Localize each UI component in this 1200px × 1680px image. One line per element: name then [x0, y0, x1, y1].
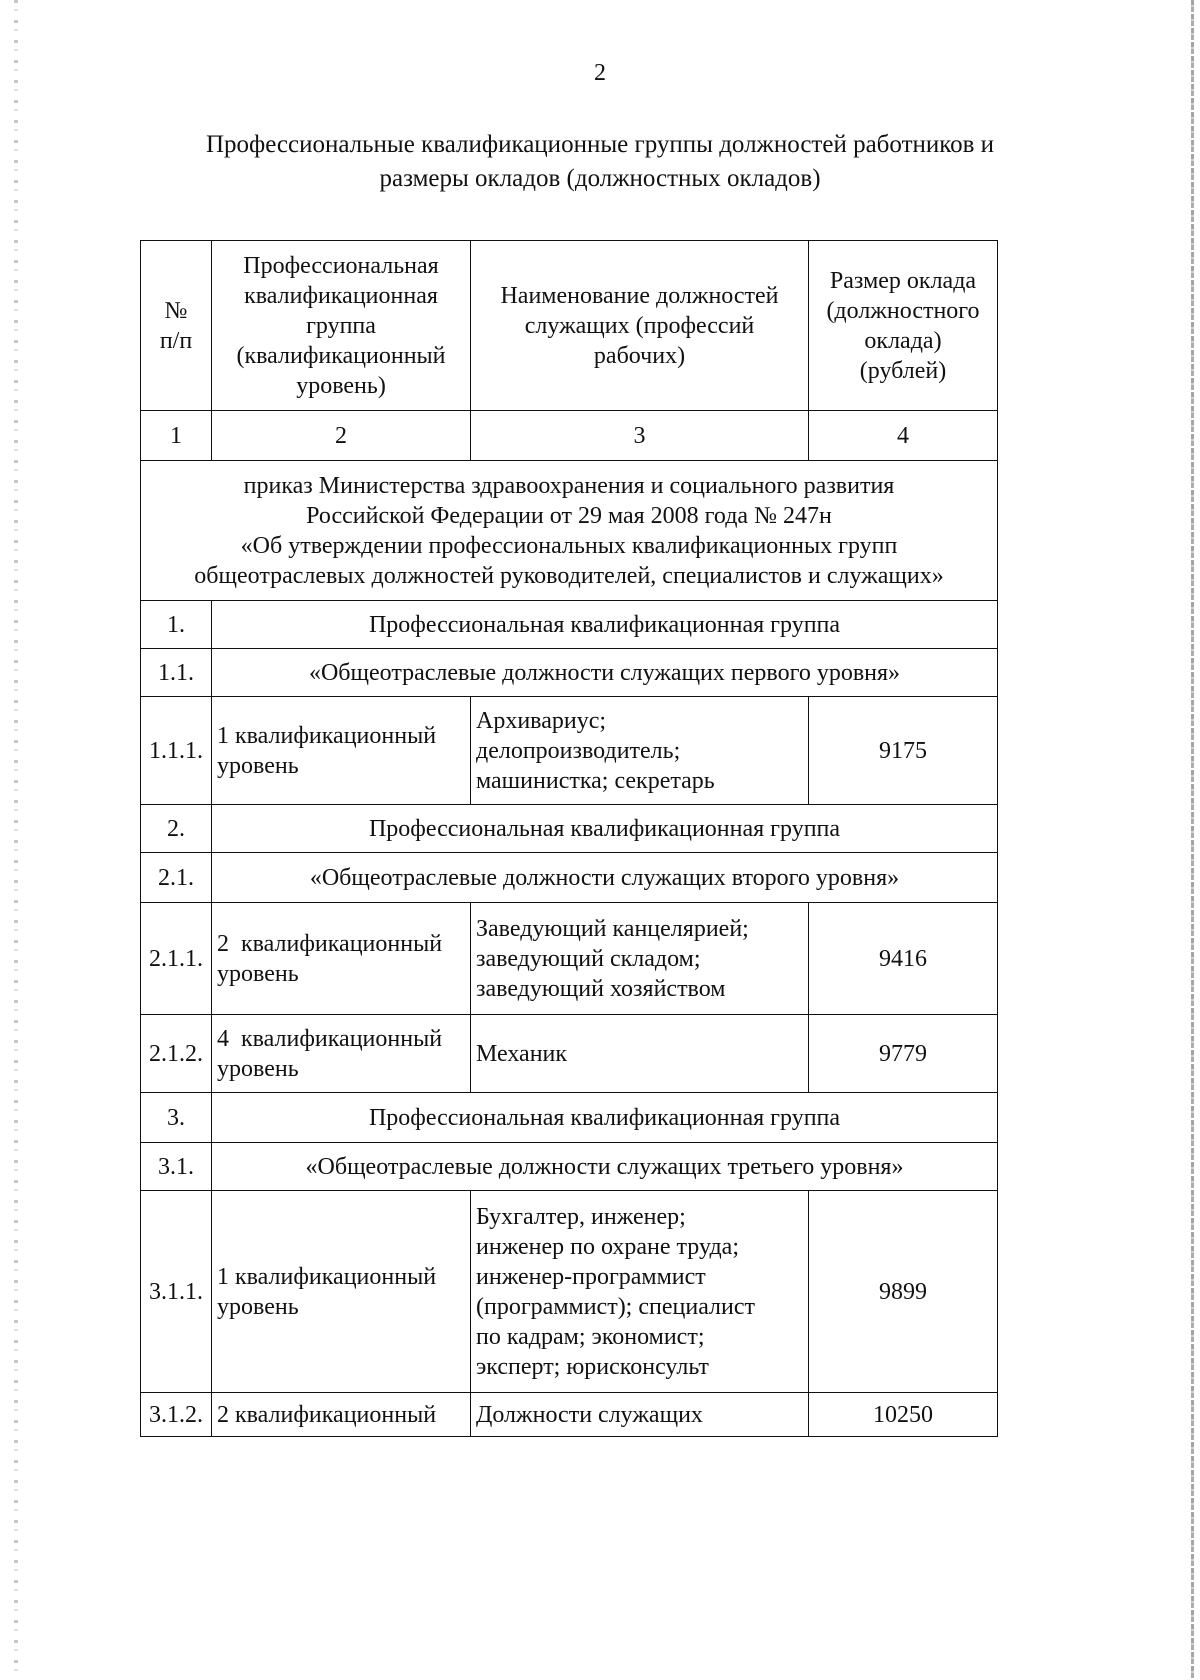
header-salary	[809, 241, 998, 411]
header-group-line: уровень)	[296, 372, 386, 399]
level-line-2: уровень	[217, 1293, 299, 1320]
job-line: делопроизводитель;	[476, 737, 681, 764]
page-number: 2	[594, 60, 606, 86]
job-titles	[471, 1393, 809, 1437]
salary-value: 9779	[809, 1015, 998, 1093]
job-line: инженер-программист	[476, 1263, 706, 1290]
row-number: 1.1.1.	[141, 697, 212, 805]
level-word: квалификационный	[241, 930, 443, 957]
group-row	[141, 805, 998, 853]
header-num	[141, 241, 212, 411]
level-word: квалификационный	[235, 1263, 437, 1290]
table-row	[141, 697, 998, 805]
job-line: Заведующий канцелярией;	[476, 915, 749, 942]
table-row	[141, 903, 998, 1015]
column-number: 1	[141, 411, 212, 461]
salary-value: 9175	[809, 697, 998, 805]
row-number: 2.1.1.	[141, 903, 212, 1015]
order-line: общеотраслевых должностей руководителей, специалистов и служащих»	[194, 562, 944, 589]
level-line-2: уровень	[217, 752, 299, 779]
header-salary-line: (должностного	[826, 297, 980, 324]
job-line: эксперт; юрисконсульт	[476, 1353, 709, 1380]
salary-table	[140, 240, 998, 1437]
job-line: Архивариус;	[476, 707, 607, 734]
job-titles	[471, 1015, 809, 1093]
qualification-level	[212, 903, 471, 1015]
job-line: по кадрам; экономист;	[476, 1323, 705, 1350]
table-row	[141, 1015, 998, 1093]
table-row	[141, 1191, 998, 1393]
table-row	[141, 1393, 998, 1437]
level-word: квалификационный	[235, 1401, 437, 1428]
order-line: Российской Федерации от 29 мая 2008 года № 247н	[306, 502, 832, 529]
subgroup-name: «Общеотраслевые должности служащих второго уровня»	[212, 853, 998, 903]
header-salary-line: оклада)	[864, 327, 942, 354]
job-line: заведующий складом;	[476, 945, 701, 972]
subgroup-number: 2.1.	[141, 853, 212, 903]
row-number: 3.1.2.	[141, 1393, 212, 1437]
subgroup-name: «Общеотраслевые должности служащих первого уровня»	[212, 649, 998, 697]
job-line: заведующий хозяйством	[476, 975, 726, 1002]
order-line: приказ Министерства здравоохранения и социального развития	[243, 472, 895, 499]
table-header-row	[141, 241, 998, 411]
job-titles	[471, 903, 809, 1015]
group-name: Профессиональная квалификационная группа	[212, 1093, 998, 1143]
level-number: 1	[217, 1263, 229, 1290]
group-name: Профессиональная квалификационная группа	[212, 805, 998, 853]
document-title-line-2: размеры окладов (должностных окладов)	[379, 165, 821, 192]
level-line-2: уровень	[217, 1055, 299, 1082]
order-reference	[141, 461, 998, 601]
group-number: 1.	[141, 601, 212, 649]
subgroup-number: 1.1.	[141, 649, 212, 697]
header-num-line: п/п	[159, 327, 193, 354]
salary-value: 9416	[809, 903, 998, 1015]
group-number: 2.	[141, 805, 212, 853]
row-number: 2.1.2.	[141, 1015, 212, 1093]
group-row	[141, 601, 998, 649]
order-line: «Об утверждении профессиональных квалификационных групп	[240, 532, 898, 559]
scan-edge-right	[1191, 0, 1194, 1680]
level-line-2: уровень	[217, 960, 299, 987]
qualification-level	[212, 1191, 471, 1393]
row-number: 3.1.1.	[141, 1191, 212, 1393]
header-jobs-line: рабочих)	[593, 342, 686, 369]
header-jobs-line: Наименование должностей	[500, 282, 779, 309]
subgroup-row	[141, 853, 998, 903]
job-line: Механик	[476, 1040, 568, 1067]
level-number: 2	[217, 1401, 229, 1428]
header-num-line: №	[164, 297, 188, 324]
header-salary-line: (рублей)	[859, 357, 947, 384]
order-row	[141, 461, 998, 601]
header-salary-line: Размер оклада	[829, 267, 977, 294]
header-group-line: группа	[306, 312, 376, 339]
document-title-line-1: Профессиональные квалификационные группы должностей работников и	[205, 131, 995, 158]
column-number: 4	[809, 411, 998, 461]
level-number: 1	[217, 722, 229, 749]
scan-edge-left	[14, 0, 18, 1680]
group-name: Профессиональная квалификационная группа	[212, 601, 998, 649]
qualification-level	[212, 1015, 471, 1093]
subgroup-name: «Общеотраслевые должности служащих третьего уровня»	[212, 1143, 998, 1191]
header-group-line: (квалификационный	[236, 342, 446, 369]
qualification-level	[212, 1393, 471, 1437]
subgroup-number: 3.1.	[141, 1143, 212, 1191]
header-group	[212, 241, 471, 411]
level-word: квалификационный	[241, 1025, 443, 1052]
job-line: инженер по охране труда;	[476, 1233, 739, 1260]
group-row	[141, 1093, 998, 1143]
salary-value: 9899	[809, 1191, 998, 1393]
subgroup-row	[141, 649, 998, 697]
column-number: 2	[212, 411, 471, 461]
subgroup-row	[141, 1143, 998, 1191]
job-line: (программист); специалист	[476, 1293, 756, 1320]
job-line: машинистка; секретарь	[476, 767, 715, 794]
salary-value: 10250	[809, 1393, 998, 1437]
level-number: 4	[217, 1025, 229, 1052]
header-group-line: Профессиональная	[243, 252, 439, 279]
header-jobs-line: служащих (профессий	[524, 312, 755, 339]
column-number: 3	[471, 411, 809, 461]
job-titles	[471, 697, 809, 805]
header-group-line: квалификационная	[244, 282, 438, 309]
document-title	[140, 128, 1060, 196]
job-titles	[471, 1191, 809, 1393]
level-word: квалификационный	[235, 722, 437, 749]
job-line: Должности служащих	[476, 1401, 703, 1428]
header-jobs	[471, 241, 809, 411]
column-number-row	[141, 411, 998, 461]
qualification-level	[212, 697, 471, 805]
group-number: 3.	[141, 1093, 212, 1143]
job-line: Бухгалтер, инженер;	[476, 1203, 686, 1230]
level-number: 2	[217, 930, 229, 957]
